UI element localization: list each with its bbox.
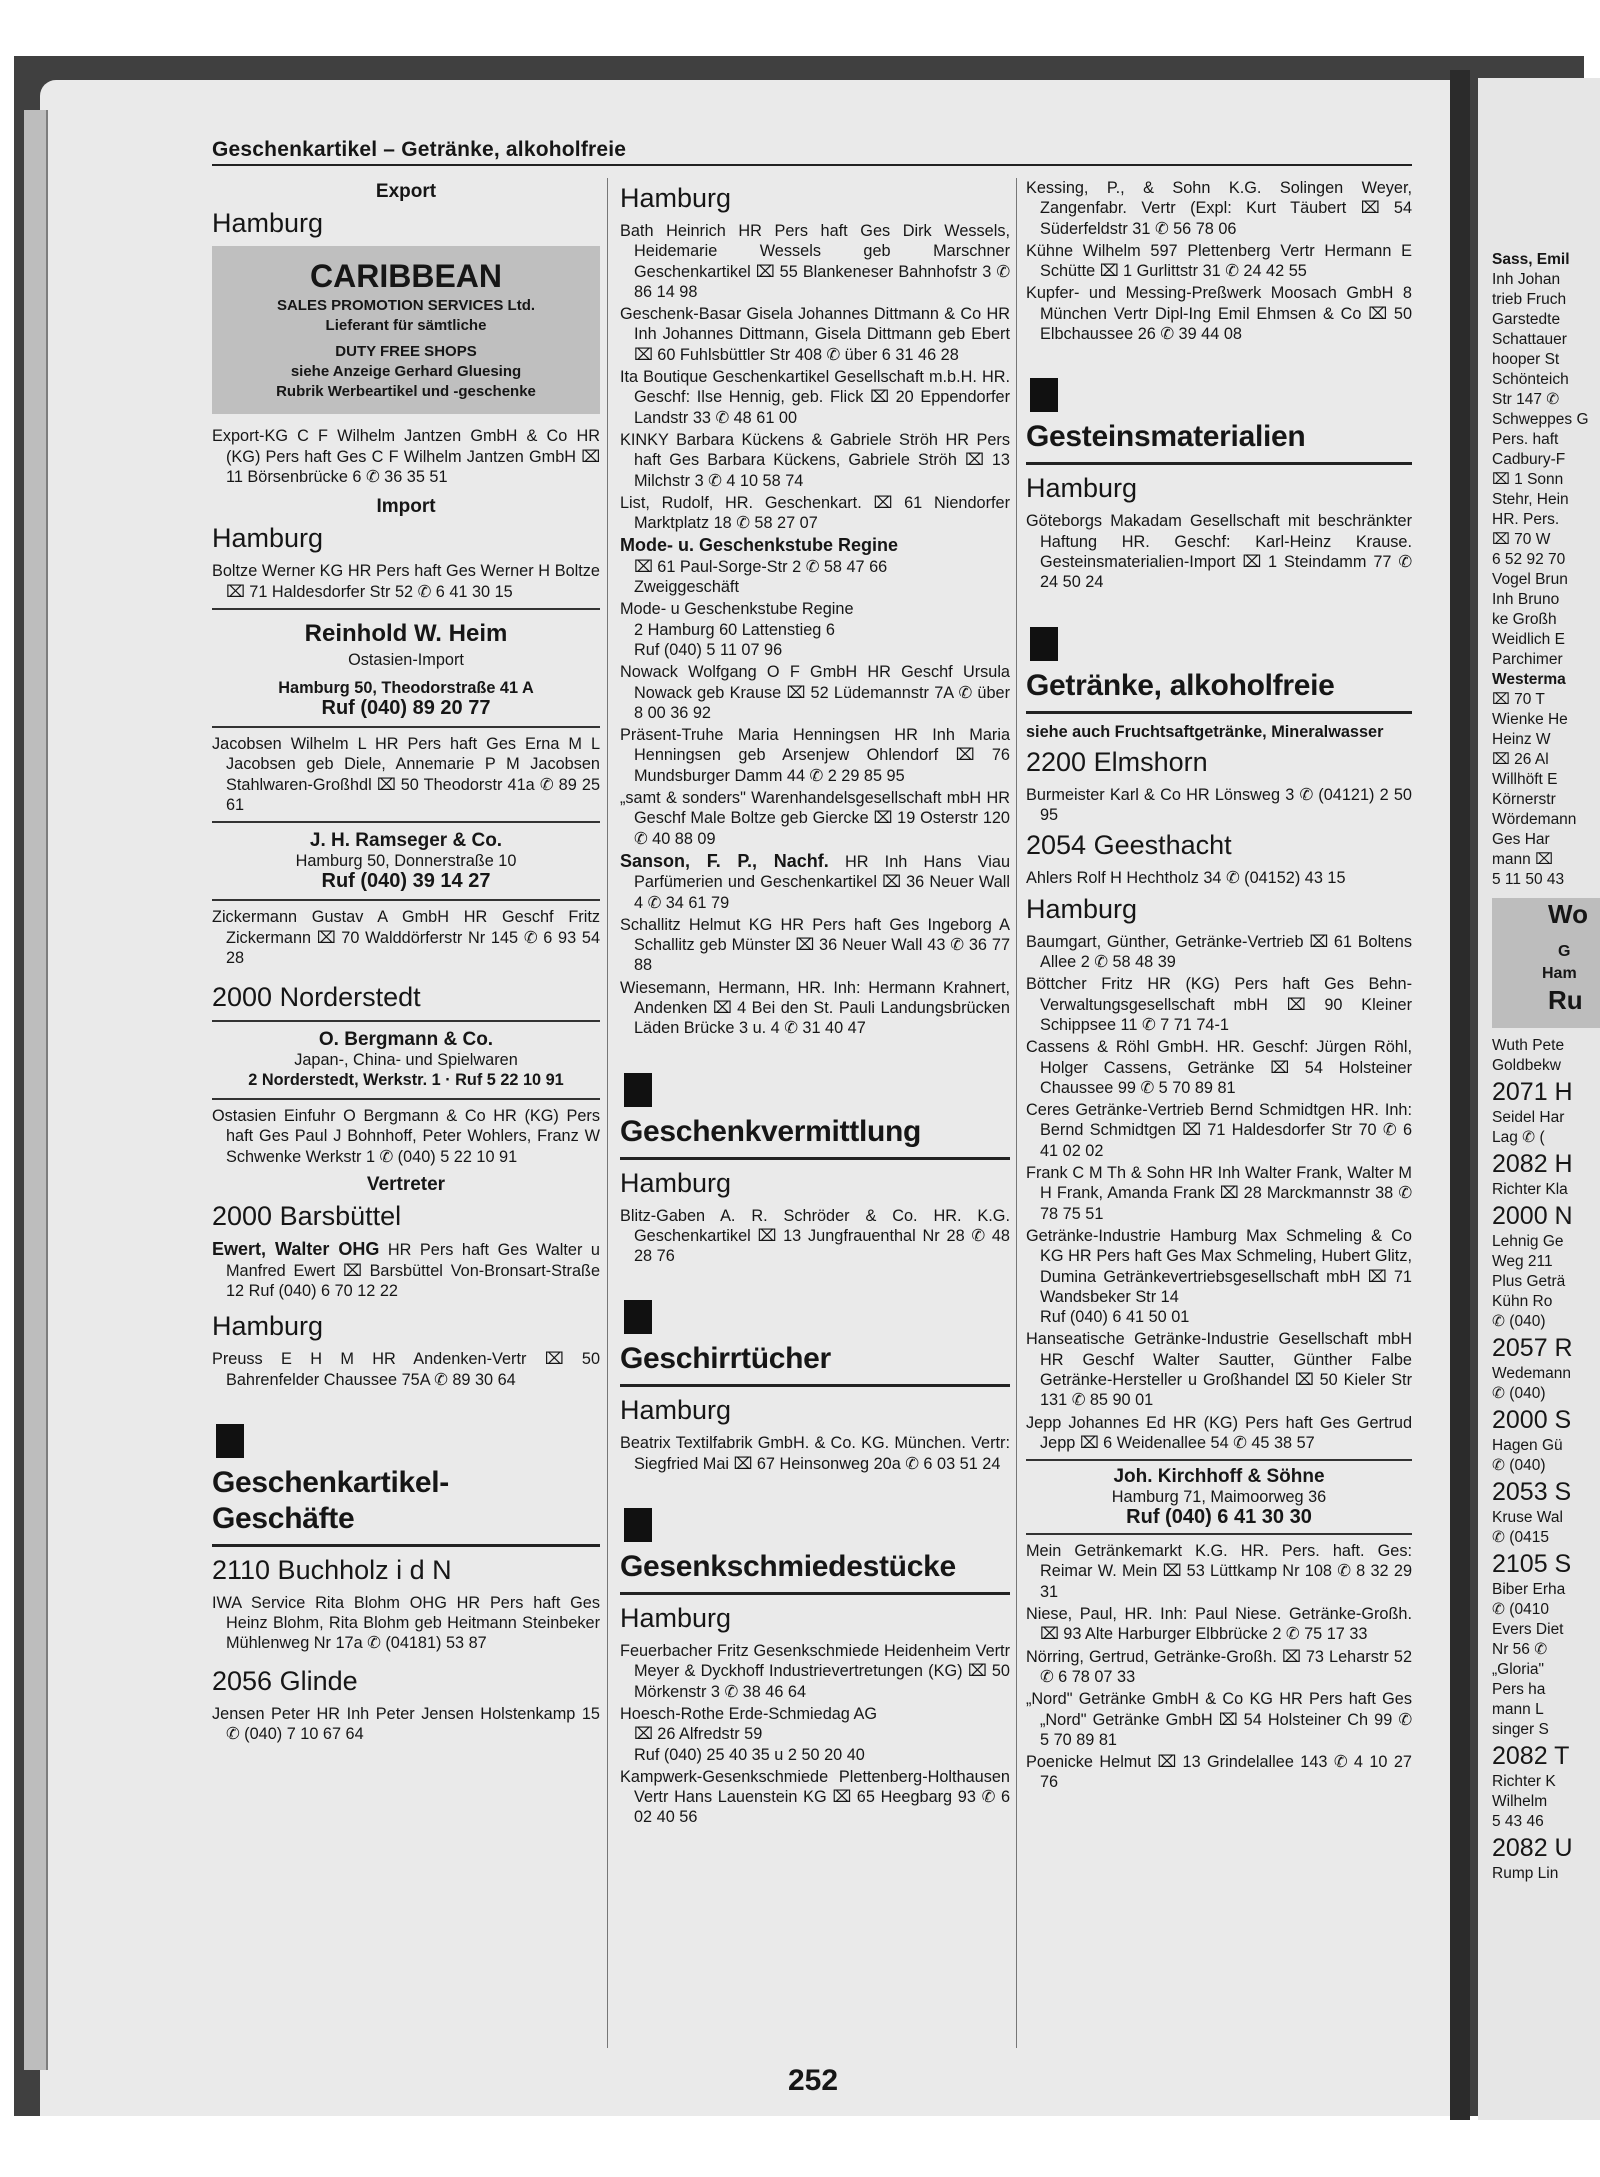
next-page-line: Goldbekw <box>1492 1057 1561 1074</box>
next-page-line: ✆ (0410 <box>1492 1601 1549 1618</box>
divider <box>212 821 600 823</box>
listing-entry: List, Rudolf, HR. Geschenkart. ⌧ 61 Niendorfer Marktplatz 18 ✆ 58 27 07 <box>620 493 1010 533</box>
next-page-line: ⌧ 70 T <box>1492 691 1545 708</box>
divider <box>212 726 600 728</box>
city-heading: Hamburg <box>620 183 732 213</box>
caribbean-advertisement <box>212 246 600 414</box>
section-rule <box>620 1157 1010 1160</box>
next-page-line: 2105 S <box>1492 1550 1572 1578</box>
next-page-line: ⌧ 1 Sonn <box>1492 471 1564 488</box>
next-page-lines <box>1492 1036 1600 1884</box>
listing-entry: Ostasien Einfuhr O Bergmann & Co HR (KG) Pers haft Ges Paul J Bohnhoff, Peter Wohlers, Franz W Schwenke Werkstr 1 ✆ (040) 5 22 10 91 <box>212 1107 600 1166</box>
next-page-line: Lag ✆ ( <box>1492 1129 1545 1146</box>
next-page-line: 2057 R <box>1492 1334 1573 1362</box>
ad-address: Hamburg 50, Theodorstraße 41 A <box>278 679 534 698</box>
next-page-line: Schönteich <box>1492 371 1569 388</box>
listing-entry <box>620 535 1010 597</box>
city-heading: 2110 Buchholz i d N <box>212 1554 452 1585</box>
next-page-line: Willhöft E <box>1492 771 1558 788</box>
next-page-line: ✆ (040) <box>1492 1457 1546 1474</box>
listing-entry: Zickermann Gustav A GmbH HR Geschf Fritz Zickermann ⌧ 70 Walddörferstr Nr 145 ✆ 6 93 54 28 <box>212 908 600 967</box>
listing-entry: Jensen Peter HR Inh Peter Jensen Holstenkamp 15 ✆ (040) 7 10 67 64 <box>212 1704 600 1744</box>
ad-company-name: J. H. Ramseger & Co. <box>309 830 503 852</box>
next-page-line: 2071 H <box>1492 1078 1573 1106</box>
column-divider-2 <box>1016 178 1017 2048</box>
entry-name: Ewert, Walter OHG <box>212 1239 380 1260</box>
book-gutter <box>1450 70 1470 2120</box>
section-heading: Geschirrtücher <box>620 1342 831 1376</box>
next-page-line: Seidel Har <box>1492 1109 1565 1126</box>
next-page-line: Wedemann <box>1492 1365 1571 1382</box>
entry-details: HR Pers haft Ges Walter u Manfred Ewert ⌧ Barsbüttel Von-Bronsart-Straße 12 Ruf (040) 6 70 12 22 <box>226 1241 600 1300</box>
section-marker <box>1030 378 1058 412</box>
next-page-line: 5 11 50 43 <box>1492 871 1565 888</box>
listing-entry: Mein Getränkemarkt K.G. HR. Pers. haft. Ges: Reimar W. Mein ⌧ 53 Lüttkamp Nr 108 ✆ 8 32 29 31 <box>1026 1542 1412 1601</box>
section-marker <box>624 1300 652 1334</box>
listing-entry: Präsent-Truhe Maria Henningsen HR Inh Maria Henningsen geb Arsenjew Ohlendorf ⌧ 76 Mundsburger Damm 44 ✆ 2 29 85 95 <box>620 726 1010 785</box>
section-heading: Geschenkvermittlung <box>620 1114 922 1148</box>
section-heading: Gesteinsmaterialien <box>1026 420 1306 454</box>
next-page-line: 5 43 46 <box>1492 1813 1544 1830</box>
section-marker <box>624 1073 652 1107</box>
ad-subtitle: Japan-, China- und Spielwaren <box>294 1051 518 1070</box>
next-page-line: mann ⌧ <box>1492 851 1553 868</box>
ad-address: 2 Norderstedt, Werkstr. 1 · Ruf 5 22 10 91 <box>248 1071 564 1090</box>
next-page-line: Biber Erha <box>1492 1581 1566 1598</box>
next-page-line: ⌧ 26 Al <box>1492 751 1549 768</box>
ad-line: Lieferant für sämtliche <box>325 317 487 335</box>
listing-entry: Nörring, Gertrud, Getränke-Großh. ⌧ 73 Leharstr 52 ✆ 6 78 07 33 <box>1026 1647 1412 1686</box>
city-heading: Hamburg <box>212 1311 324 1342</box>
section-rule <box>620 1384 1010 1387</box>
next-page-lines <box>1492 250 1600 890</box>
city-heading: 2056 Glinde <box>212 1665 358 1696</box>
next-page-line: Evers Diet <box>1492 1621 1564 1638</box>
listing-entry: Kühne Wilhelm 597 Plettenberg Vertr Hermann E Schütte ⌧ 1 Gurlittstr 31 ✆ 24 42 55 <box>1026 241 1412 281</box>
city-heading: 2000 Barsbüttel <box>212 1201 402 1232</box>
next-page-line: Cadbury-F <box>1492 451 1566 468</box>
section-rule <box>212 1544 600 1547</box>
section-heading-line1: Geschenkartikel- <box>212 1465 449 1499</box>
next-page-text <box>1492 250 1600 1884</box>
city-heading: Hamburg <box>1026 893 1138 924</box>
city-heading: Hamburg <box>1026 473 1138 504</box>
page-stack-edge <box>24 110 48 2070</box>
ad-line: SALES PROMOTION SERVICES Ltd. <box>276 297 536 315</box>
heim-advertisement <box>212 618 600 718</box>
divider <box>212 1098 600 1100</box>
ad-phone: Ruf (040) 89 20 77 <box>321 697 491 720</box>
next-page-fragment <box>1478 78 1600 2120</box>
ad-address: Hamburg 50, Donnerstraße 10 <box>295 852 517 871</box>
column-3 <box>1026 178 1412 1795</box>
next-page-line: Richter Kla <box>1492 1181 1568 1198</box>
next-page-line: Rump Lin <box>1492 1865 1559 1882</box>
next-page-line: 2053 S <box>1492 1478 1572 1506</box>
ad-company-name: CARIBBEAN <box>310 258 502 295</box>
section-heading-line2: Geschäfte <box>212 1501 355 1535</box>
ad-address: Hamburg 71, Maimoorweg 36 <box>1111 1488 1327 1507</box>
listing-entry: Preuss E H M HR Andenken-Vertr ⌧ 50 Bahrenfelder Chaussee 75A ✆ 89 30 64 <box>212 1350 600 1389</box>
listing-entry <box>620 851 1010 913</box>
listing-entry: Cassens & Röhl GmbH. HR. Geschf: Jürgen Röhl, Holger Cassens, Getränke ⌧ 54 Holsteiner Chaussee 99 ✆ 5 70 89 81 <box>1026 1038 1412 1097</box>
city-heading: Hamburg <box>620 1167 732 1198</box>
next-page-line: Kruse Wal <box>1492 1509 1563 1526</box>
section-rule <box>1026 462 1412 465</box>
listing-entry: Ahlers Rolf H Hechtholz 34 ✆ (04152) 43 15 <box>1026 869 1346 888</box>
entry-name: Mode- u. Geschenkstube Regine <box>620 535 899 556</box>
city-heading: Hamburg <box>212 208 324 239</box>
vertreter-heading: Vertreter <box>366 1174 446 1196</box>
listing-entry: Kessing, P., & Sohn K.G. Solingen Weyer, Zangenfabr. Vertr (Expl: Kurt Täubert ⌧ 54 Süderfeldstr 31 ✆ 56 78 06 <box>1026 179 1412 238</box>
listing-entry: Jacobsen Wilhelm L HR Pers haft Ges Erna M L Jacobsen geb Diele, Annemarie P M Jacobsen Stahlwaren-Großhdl ⌧ 50 Theodorstr 41a ✆ 89 25 61 <box>212 735 600 814</box>
export-heading: Export <box>375 181 437 202</box>
listing-entry: Kupfer- und Messing-Preßwerk Moosach GmbH 8 München Vertr Dipl-Ing Emil Ehmsen & Co ⌧ 50 Elbchaussee 26 ✆ 39 44 08 <box>1026 284 1412 344</box>
next-page-line: Wilhelm <box>1492 1793 1548 1810</box>
listing-entry: Baumgart, Günther, Getränke-Vertrieb ⌧ 61 Boltens Allee 2 ✆ 58 48 39 <box>1026 932 1412 972</box>
listing-entry: Feuerbacher Fritz Gesenkschmiede Heidenheim Vertr Meyer & Dyckhoff Industrievertretungen (KG) ⌧ 50 Mörkenstr 3 ✆ 38 46 64 <box>620 1642 1010 1701</box>
next-page-line: Wienke He <box>1492 711 1568 728</box>
listing-entry: Bath Heinrich HR Pers haft Ges Dirk Wessels, Heidemarie Wessels geb Marschner Geschenkartikel ⌧ 55 Blankeneser Bahnhofstr 3 ✆ 86 14 98 <box>620 222 1010 301</box>
listing-entry: Göteborgs Makadam Gesellschaft mit beschränkter Haftung HR. Geschf: Karl-Heinz Krause. Gesteinsmaterialien-Import ⌧ 1 Steindamm 77 ✆ 24 50 24 <box>1026 512 1412 592</box>
next-page-line: ✆ (0415 <box>1492 1529 1549 1546</box>
next-page-line: Pers. haft <box>1492 431 1559 448</box>
next-page-line: Weidlich E <box>1492 631 1565 648</box>
header-rule <box>212 164 1412 166</box>
ad-line: siehe Anzeige Gerhard Gluesing <box>290 363 522 381</box>
ad-line: DUTY FREE SHOPS <box>335 343 477 361</box>
listing-entry: Wiesemann, Hermann, HR. Inh: Hermann Krahnert, Andenken ⌧ 4 Bei den St. Pauli Landungsbrücken Läden Brücke 3 u. 4 ✆ 31 40 47 <box>620 978 1010 1038</box>
next-page-line: trieb Fruch <box>1492 291 1567 308</box>
ad-fragment: G <box>1558 943 1571 960</box>
next-page-line: 2082 H <box>1492 1150 1573 1178</box>
next-page-line: Inh Johan <box>1492 271 1561 288</box>
city-heading: Hamburg <box>620 1603 732 1634</box>
next-page-line: hooper St <box>1492 351 1560 368</box>
next-page-line: Vogel Brun <box>1492 571 1568 588</box>
entry-details: ⌧ 61 Paul-Sorge-Str 2 ✆ 58 47 66 Zweiggeschäft <box>634 557 888 597</box>
entry-details: HR Inh Hans Viau Parfümerien und Geschenkartikel ⌧ 36 Neuer Wall 4 ✆ 34 61 79 <box>634 852 1010 912</box>
next-page-line: Ges Har <box>1492 831 1550 848</box>
next-page-line: Körnerstr <box>1492 791 1556 808</box>
city-heading: Hamburg <box>212 523 324 554</box>
listing-entry: Burmeister Karl & Co HR Lönsweg 3 ✆ (04121) 2 50 95 <box>1026 785 1412 825</box>
next-page-line: Wördemann <box>1492 811 1577 828</box>
next-page-line: Stehr, Hein <box>1492 491 1569 508</box>
next-page-line: Garstedte <box>1492 311 1561 328</box>
ad-phone: Ruf (040) 39 14 27 <box>321 870 491 893</box>
next-page-line: Str 147 ✆ <box>1492 391 1560 408</box>
listing-entry: Getränke-Industrie Hamburg Max Schmeling & Co KG HR Pers haft Ges Max Schmeling, Hubert Glitz, Dumina Getränkevertriebsgesellschaft mbH ⌧ 71 Wandsbeker Str 14 Ruf (040) 6 41 50 01 <box>1026 1226 1412 1327</box>
section-heading: Gesenkschmiedestücke <box>620 1550 956 1584</box>
section-marker <box>1030 627 1058 661</box>
next-page-line: Sass, Emil <box>1492 251 1570 268</box>
page-number: 252 <box>788 2064 839 2097</box>
ad-company-name: Reinhold W. Heim <box>304 620 508 648</box>
next-page-line: HR. Pers. <box>1492 511 1560 528</box>
listing-entry: Kampwerk-Gesenkschmiede Plettenberg-Holthausen Vertr Hans Lauenstein KG ⌧ 65 Heegbarg 93 ✆ 6 02 40 56 <box>620 1767 1010 1827</box>
ad-company-name: Joh. Kirchhoff & Söhne <box>1113 1466 1325 1488</box>
ramseger-advertisement <box>212 831 600 891</box>
city-heading: 2054 Geesthacht <box>1026 830 1232 861</box>
next-page-line: Plus Geträ <box>1492 1273 1566 1290</box>
section-heading: Getränke, alkoholfreie <box>1026 668 1335 702</box>
listing-entry: Nowack Wolfgang O F GmbH HR Geschf Ursula Nowack geb Krause ⌧ 52 Lüdemannstr 7A ✆ über 8 00 36 92 <box>620 663 1010 722</box>
listing-entry: Boltze Werner KG HR Pers haft Ges Werner H Boltze ⌧ 71 Haldesdorfer Str 52 ✆ 6 41 30 15 <box>212 562 600 601</box>
next-page-line: Lehnig Ge <box>1492 1233 1564 1250</box>
city-heading: 2000 Norderstedt <box>212 982 421 1013</box>
import-heading: Import <box>376 496 436 518</box>
listing-entry: Geschenk-Basar Gisela Johannes Dittmann & Co HR Inh Johannes Dittmann, Gisela Dittmann geb Ebert ⌧ 60 Fuhlsbüttler Str 408 ✆ über 6 31 46 28 <box>620 305 1010 364</box>
bergmann-advertisement <box>212 1030 600 1090</box>
next-page-line: Inh Bruno <box>1492 591 1560 608</box>
listing-entry: Poenicke Helmut ⌧ 13 Grindelallee 143 ✆ 4 10 27 76 <box>1026 1753 1412 1792</box>
next-page-line: ✆ (040) <box>1492 1313 1546 1330</box>
city-heading: 2200 Elmshorn <box>1026 746 1208 777</box>
listing-entry: Ceres Getränke-Vertrieb Bernd Schmidtgen HR. Inh: Bernd Schmidtgen ⌧ 71 Haldesdorfer Str 70 ✆ 6 41 02 02 <box>1026 1101 1412 1160</box>
ad-fragment: Ru <box>1548 985 1583 1015</box>
listing-entry: Export-KG C F Wilhelm Jantzen GmbH & Co HR (KG) Pers haft Ges C F Wilhelm Jantzen GmbH ⌧ 11 Börsenbrücke 6 ✆ 36 35 51 <box>212 427 600 486</box>
next-page-advertisement <box>1492 898 1600 1028</box>
next-page-line: Hagen Gü <box>1492 1437 1563 1454</box>
section-marker <box>216 1424 244 1458</box>
next-page-line: 2000 N <box>1492 1202 1573 1230</box>
next-page-line: Heinz W <box>1492 731 1551 748</box>
next-page-line: Parchimer <box>1492 651 1563 668</box>
listing-entry <box>212 1239 600 1301</box>
next-page-line: Richter K <box>1492 1773 1556 1790</box>
column-divider-1 <box>607 178 608 2048</box>
next-page-line: 2082 U <box>1492 1834 1573 1862</box>
divider <box>212 1020 600 1022</box>
listing-entry: KINKY Barbara Kückens & Gabriele Ströh HR Pers haft Ges Barbara Kückens, Gabriele Ströh ⌧ 13 Milchstr 3 ✆ 4 10 58 74 <box>620 430 1010 490</box>
listing-entry: Blitz-Gaben A. R. Schröder & Co. HR. K.G. Geschenkartikel ⌧ 13 Jungfrauenthal Nr 28 ✆ 48 28 76 <box>620 1206 1010 1266</box>
listing-entry: Ita Boutique Geschenkartikel Gesellschaft m.b.H. HR. Geschf: Ilse Hennig, geb. Flick ⌧ 20 Eppendorfer Landstr 33 ✆ 48 61 00 <box>620 368 1010 427</box>
next-page-line: Westerma <box>1492 671 1566 688</box>
see-also-note: siehe auch Fruchtsaftgetränke, Mineralwasser <box>1026 722 1384 741</box>
listing-entry: Mode- u Geschenkstube Regine 2 Hamburg 60 Lattenstieg 6 Ruf (040) 5 11 07 96 <box>620 600 854 659</box>
next-page-line: Kühn Ro <box>1492 1293 1553 1310</box>
listing-entry: Schallitz Helmut KG HR Pers haft Ges Ingeborg A Schallitz geb Münster ⌧ 36 Neuer Wall 43 ✆ 36 77 88 <box>620 915 1010 975</box>
listing-entry: Beatrix Textilfabrik GmbH. & Co. KG. München. Vertr: Siegfried Mai ⌧ 67 Heinsonweg 20a ✆ 6 03 51 24 <box>620 1434 1010 1473</box>
ad-fragment: Ham <box>1542 965 1577 982</box>
ad-fragment: Wo <box>1548 899 1588 929</box>
next-page-line: Wuth Pete <box>1492 1037 1565 1054</box>
next-page-line: singer S <box>1492 1721 1549 1738</box>
next-page-line: 6 52 92 70 <box>1492 551 1566 568</box>
kirchhoff-advertisement <box>1026 1467 1412 1527</box>
divider <box>212 899 600 901</box>
listing-entry: Frank C M Th & Sohn HR Inh Walter Frank, Walter M H Frank, Amanda Frank ⌧ 28 Marckmannstr 38 ✆ 78 75 51 <box>1026 1164 1412 1223</box>
section-rule <box>620 1592 1010 1595</box>
listing-entry: Niese, Paul, HR. Inh: Paul Niese. Getränke-Großh. ⌧ 93 Alte Harburger Elbbrücke 2 ✆ 75 17 33 <box>1026 1605 1412 1644</box>
next-page-line: Pers ha <box>1492 1681 1546 1698</box>
listing-entry: IWA Service Rita Blohm OHG HR Pers haft Ges Heinz Blohm, Rita Blohm geb Heitmann Steinbeker Mühlenweg Nr 17a ✆ (04181) 53 87 <box>212 1593 600 1653</box>
next-page-line: 2082 T <box>1492 1742 1570 1770</box>
next-page-line: ✆ (040) <box>1492 1385 1546 1402</box>
next-page-line: ke Großh <box>1492 611 1557 628</box>
next-page-line: Schweppes G <box>1492 411 1589 428</box>
ad-subtitle: Ostasien-Import <box>348 651 464 670</box>
entry-name: Sanson, F. P., Nachf. <box>620 850 829 871</box>
city-heading: Hamburg <box>620 1395 732 1426</box>
listing-entry: Böttcher Fritz HR (KG) Pers haft Ges Behn-Verwaltungsgesellschaft mbH ⌧ 90 Kleiner Schippsee 11 ✆ 7 71 74-1 <box>1026 975 1412 1034</box>
next-page-line: „Gloria" <box>1492 1661 1545 1678</box>
divider <box>1026 1459 1412 1461</box>
section-rule <box>1026 711 1412 714</box>
running-head: Geschenkartikel – Getränke, alkoholfreie <box>212 138 627 161</box>
next-page-line: 2000 S <box>1492 1406 1572 1434</box>
section-marker <box>624 1508 652 1542</box>
next-page-line: mann L <box>1492 1701 1544 1718</box>
divider <box>1026 1533 1412 1535</box>
listing-entry: „Nord" Getränke GmbH & Co KG HR Pers haft Ges „Nord" Getränke GmbH ⌧ 54 Holsteiner Ch 99 ✆ 5 70 89 81 <box>1026 1690 1412 1749</box>
next-page-line: Schattauer <box>1492 331 1567 348</box>
listing-entry: „samt & sonders" Warenhandelsgesellschaft mbH HR Geschf Male Boltze geb Giercke ⌧ 19 Osterstr 120 ✆ 40 88 09 <box>620 789 1010 848</box>
ad-company-name: O. Bergmann & Co. <box>318 1029 494 1051</box>
next-page-line: ⌧ 70 W <box>1492 531 1551 548</box>
listing-entry: Jepp Johannes Ed HR (KG) Pers haft Ges Gertrud Jepp ⌧ 6 Weidenallee 54 ✆ 45 38 57 <box>1026 1413 1412 1452</box>
column-1 <box>212 178 600 1746</box>
ad-line: Rubrik Werbeartikel und -geschenke <box>276 383 536 401</box>
divider <box>212 608 600 610</box>
listing-entry: Hoesch-Rothe Erde-Schmiedag AG ⌧ 26 Alfredstr 59 Ruf (040) 25 40 35 u 2 50 20 40 <box>620 1704 878 1764</box>
ad-phone: Ruf (040) 6 41 30 30 <box>1126 1506 1312 1529</box>
column-2 <box>620 178 1010 1830</box>
next-page-line: Nr 56 ✆ <box>1492 1641 1548 1658</box>
listing-entry: Hanseatische Getränke-Industrie Gesellschaft mbH HR Geschf Walter Sautter, Günther Falbe Getränke-Hersteller u Großhandel ⌧ 50 Kieler Str 131 ✆ 85 90 01 <box>1026 1330 1412 1410</box>
next-page-line: Weg 211 <box>1492 1253 1553 1270</box>
